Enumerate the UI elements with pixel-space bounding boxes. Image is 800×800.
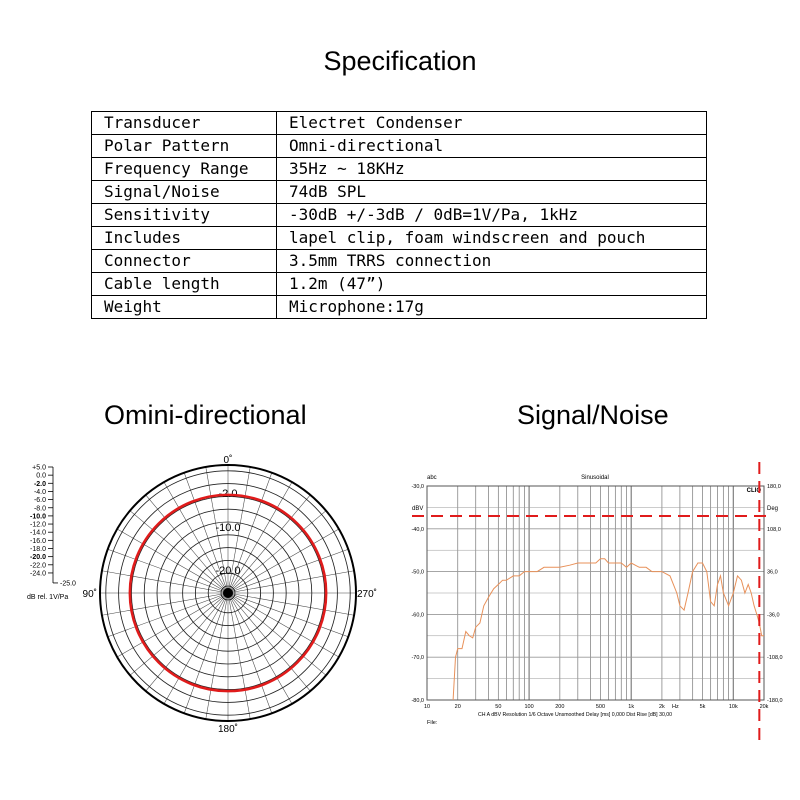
scale-tick-label: -10.0 bbox=[30, 513, 46, 521]
spec-value: Electret Condenser bbox=[277, 112, 707, 135]
footer-info: CH A dBV Resolution 1/6 Octave Unsmoothed Delay [ms] 0,000 Dist Rise [dB] 30,00 bbox=[478, 712, 673, 718]
scale-tick-label: -20.0 bbox=[30, 554, 46, 562]
scale-tick-label: -2.0 bbox=[33, 480, 46, 488]
scale-tick-label: 0.0 bbox=[36, 472, 46, 480]
spec-value: -30dB +/-3dB / 0dB=1V/Pa, 1kHz bbox=[277, 204, 707, 227]
spec-value: 3.5mm TRRS connection bbox=[277, 250, 707, 273]
scale-unit-label: dB rel. 1V/Pa bbox=[27, 593, 69, 601]
spec-label: Sensitivity bbox=[92, 204, 277, 227]
spec-label: Signal/Noise bbox=[92, 181, 277, 204]
scale-tick-label: -22.0 bbox=[30, 562, 46, 570]
spec-label: Transducer bbox=[92, 112, 277, 135]
y-tick-right: 180,0 bbox=[767, 484, 781, 490]
spec-label: Polar Pattern bbox=[92, 135, 277, 158]
x-tick: 50 bbox=[495, 704, 502, 710]
signal-noise-title: Signal/Noise bbox=[517, 400, 669, 430]
scale-tick-label: -8.0 bbox=[33, 505, 46, 513]
x-tick: 1k bbox=[628, 704, 635, 710]
x-tick: 20k bbox=[759, 704, 769, 710]
scale-tick-label: -24.0 bbox=[30, 570, 46, 578]
clio-logo: CLIO bbox=[746, 488, 761, 494]
y-tick-right: -36,0 bbox=[767, 612, 780, 619]
y-tick-left: -50,0 bbox=[411, 569, 424, 576]
x-tick: 500 bbox=[595, 704, 606, 710]
spec-label: Includes bbox=[92, 227, 277, 250]
scale-tick-label: -4.0 bbox=[33, 488, 46, 496]
polar-chart-title: Omini-directional bbox=[104, 400, 307, 430]
scale-tick-label: +5.0 bbox=[32, 464, 46, 472]
spec-label: Cable length bbox=[92, 273, 277, 296]
file-label: File: bbox=[427, 720, 438, 726]
y-tick-left: -60,0 bbox=[411, 612, 424, 619]
spec-value: lapel clip, foam windscreen and pouch bbox=[277, 227, 707, 250]
x-tick: 10 bbox=[423, 704, 431, 710]
x-tick: 10k bbox=[728, 704, 738, 710]
y-tick-right: 108,0 bbox=[767, 526, 781, 533]
x-unit: Hz bbox=[672, 704, 679, 710]
scale-tick-label: -6.0 bbox=[33, 497, 46, 505]
spec-label: Weight bbox=[92, 296, 277, 319]
spec-value: Microphone:17g bbox=[277, 296, 707, 319]
spec-label: Connector bbox=[92, 250, 277, 273]
spec-value: Omni-directional bbox=[277, 135, 707, 158]
x-tick: 100 bbox=[524, 704, 534, 710]
x-tick: 2k bbox=[659, 704, 665, 710]
spec-label: Frequency Range bbox=[92, 158, 277, 181]
angle-label-270: 270˚ bbox=[357, 589, 378, 600]
y-tick-right: -180,0 bbox=[767, 698, 783, 704]
right-unit: Deg bbox=[767, 506, 779, 512]
header-left: abc bbox=[427, 475, 437, 481]
polar-ring-label: -2.0 bbox=[218, 488, 238, 500]
y-tick-right: -108,0 bbox=[767, 655, 783, 662]
header-center: Sinusoidal bbox=[581, 475, 609, 481]
scale-tick-label: -14.0 bbox=[30, 529, 46, 537]
y-tick-right: 36,0 bbox=[767, 569, 778, 576]
scale-tick-label: -16.0 bbox=[30, 537, 46, 545]
angle-label-90: 90˚ bbox=[82, 589, 97, 600]
spec-value: 1.2m (47”) bbox=[277, 273, 707, 296]
spec-title: Specification bbox=[323, 46, 477, 76]
y-tick-left: -40,0 bbox=[411, 526, 424, 533]
y-tick-left: -70,0 bbox=[411, 655, 424, 662]
spec-value: 35Hz ~ 18KHz bbox=[277, 158, 707, 181]
scale-tick-label: -25.0 bbox=[60, 580, 76, 588]
angle-label-180: 180˚ bbox=[217, 724, 239, 735]
left-unit: dBV bbox=[412, 506, 424, 512]
angle-label-0: 0˚ bbox=[223, 455, 233, 466]
polar-ring-label: -20.0 bbox=[215, 565, 241, 577]
polar-ring-label: -10.0 bbox=[215, 522, 241, 534]
spec-value: 74dB SPL bbox=[277, 181, 707, 204]
scale-tick-label: -18.0 bbox=[30, 546, 46, 553]
x-tick: 200 bbox=[555, 704, 565, 710]
scale-tick-label: -12.0 bbox=[30, 521, 46, 529]
x-tick: 20 bbox=[454, 704, 461, 710]
x-tick: 5k bbox=[699, 704, 706, 710]
y-tick-left: -30,0 bbox=[411, 484, 424, 490]
y-tick-left: -80,0 bbox=[411, 698, 424, 704]
